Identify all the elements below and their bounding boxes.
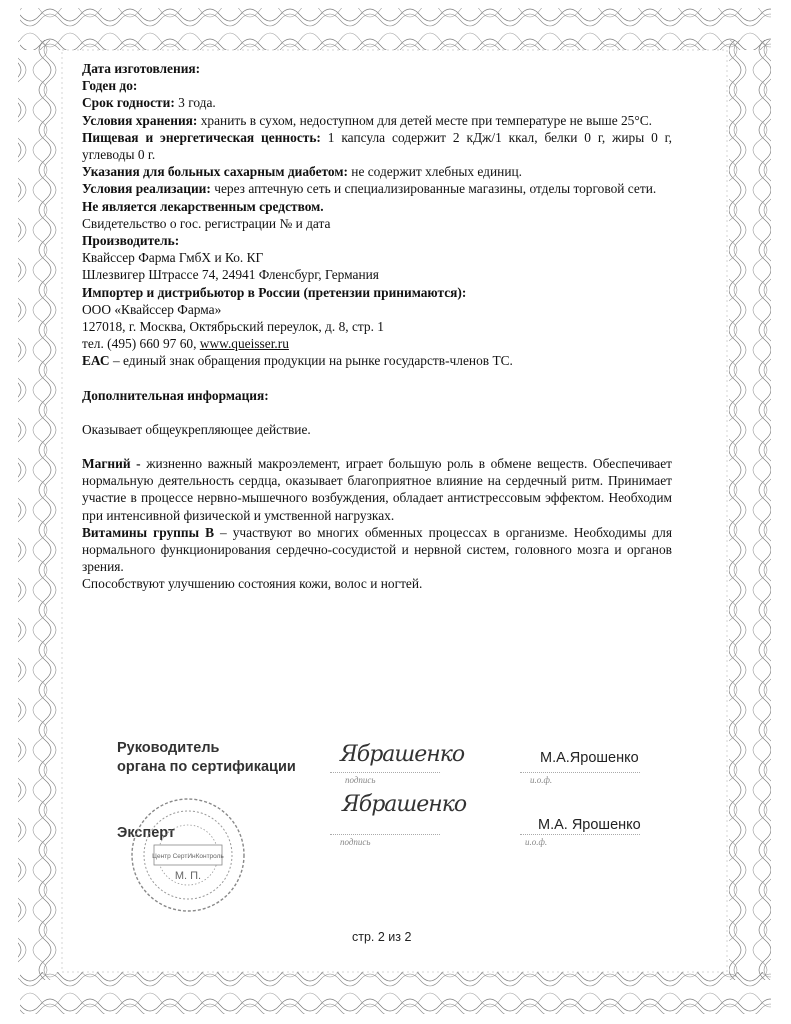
vitamins-text: – участвуют во многих обменных процессах в организме. Необходимы для нормального функционирования сердечно-сосудистой и нервной систем, головного мозга и органов зрения. [82,524,672,575]
eac-line [82,352,672,369]
border-top [20,8,771,50]
certificate-line: Свидетельство о гос. регистрации № и дата [82,215,331,231]
producer-label: Производитель: [82,233,180,249]
border-left [18,40,60,980]
eac-label: ЕАС [82,353,110,369]
not-drug-notice: Не является лекарственным средством. [82,198,324,214]
producer-name: Квайссер Фарма ГмбХ и Ко. КГ [82,250,264,266]
expert-name: М.А. Ярошенко [538,817,641,833]
head-signature [340,742,464,767]
border-right [729,40,771,980]
eac-value: – единый знак обращения продукции на рынке государств-членов ТС. [109,353,513,369]
importer-label: Импортер и дистрибьютор в России (претензии принимаются): [82,284,467,300]
manufacture-date-label: Дата изготовления: [82,61,201,76]
magnesium-paragraph [82,455,672,524]
importer-contacts [82,335,672,352]
sale-label: Условия реализации: [82,181,211,197]
importer-name: ООО «Квайссер Фарма» [82,301,222,317]
producer-address: Шлезвигер Штрассе 74, 24941 Фленсбург, Германия [82,267,379,283]
diabetes-label: Указания для больных сахарным диабетом: [82,164,348,180]
vitamins-label: Витамины группы В [82,524,214,540]
document-body [82,60,672,593]
head-name-caption: и.о.ф. [530,775,553,785]
border-bottom [20,972,771,1014]
head-name-line [520,772,640,773]
sale-value: через аптечную сеть и специализированные магазины, отделы торговой сети. [210,181,657,197]
sale-line [82,180,672,197]
expert-signature-line [330,834,440,835]
magnesium-text: жизненно важный макроэлемент, играет большую роль в обмене веществ. Обеспечивает нормальную деятельность сердца, оказывает благоприятное влияние на сердечный ритм. Принимает участие в процессе нервно-мышечного возбуждения, обладает антистрессовым эффектом. Необходим при интенсивной физической и умственной нагрузках. [82,456,672,523]
expert-title: Эксперт [117,825,176,841]
importer-address: 127018, г. Москва, Октябрьский переулок, д. 8, стр. 1 [82,319,384,335]
page-counter: стр. 2 из 2 [352,930,412,944]
expert-name-caption: и.о.ф. [525,837,548,847]
storage-value: хранить в сухом, недоступном для детей месте при температуре не выше 25°С. [197,112,653,128]
head-signature-caption: подпись [345,775,376,785]
diabetes-line [82,163,672,180]
storage-line [82,112,672,129]
manufacture-date-line [82,60,672,77]
expert-signature-caption: подпись [340,837,371,847]
additional-info-label: Дополнительная информация: [82,387,269,403]
head-name: М.А.Ярошенко [540,750,639,766]
stamp-center-text: Центр СертИнКонтроль [152,853,224,860]
round-stamp [128,795,248,915]
valid-until-line [82,77,672,94]
head-title-line2: органа по сертификации [117,759,296,775]
storage-label: Условия хранения: [82,112,198,128]
vitamins-paragraph [82,524,672,576]
valid-until-label: Годен до: [82,78,138,94]
expert-name-line [520,834,640,835]
head-signature-line [330,772,440,773]
skin-text: Способствуют улучшению состояния кожи, волос и ногтей. [82,576,423,592]
expert-signature-text: Ябрашенко [342,792,467,817]
diabetes-value: не содержит хлебных единиц. [347,164,522,180]
additional-info-text: Оказывает общеукрепляющее действие. [82,421,311,437]
expert-signature [342,792,466,817]
shelf-life-value: 3 года. [174,95,216,111]
importer-site-link[interactable]: www.queisser.ru [199,336,289,352]
nutrition-label: Пищевая и энергетическая ценность: [82,129,321,145]
nutrition-value: 1 капсула содержит 2 кДж/1 ккал, белки 0 г, жиры 0 г, углеводы 0 г. [82,129,672,163]
shelf-life-label: Срок годности: [82,95,175,111]
head-signature-text: Ябрашенко [340,742,465,767]
magnesium-label: Магний - [82,456,141,472]
stamp-mp-text: М. П. [174,870,202,882]
shelf-life-line [82,94,672,111]
nutrition-line [82,129,672,163]
importer-phone: тел. (495) 660 97 60, [82,336,200,352]
head-title-line1: Руководитель [117,740,220,756]
